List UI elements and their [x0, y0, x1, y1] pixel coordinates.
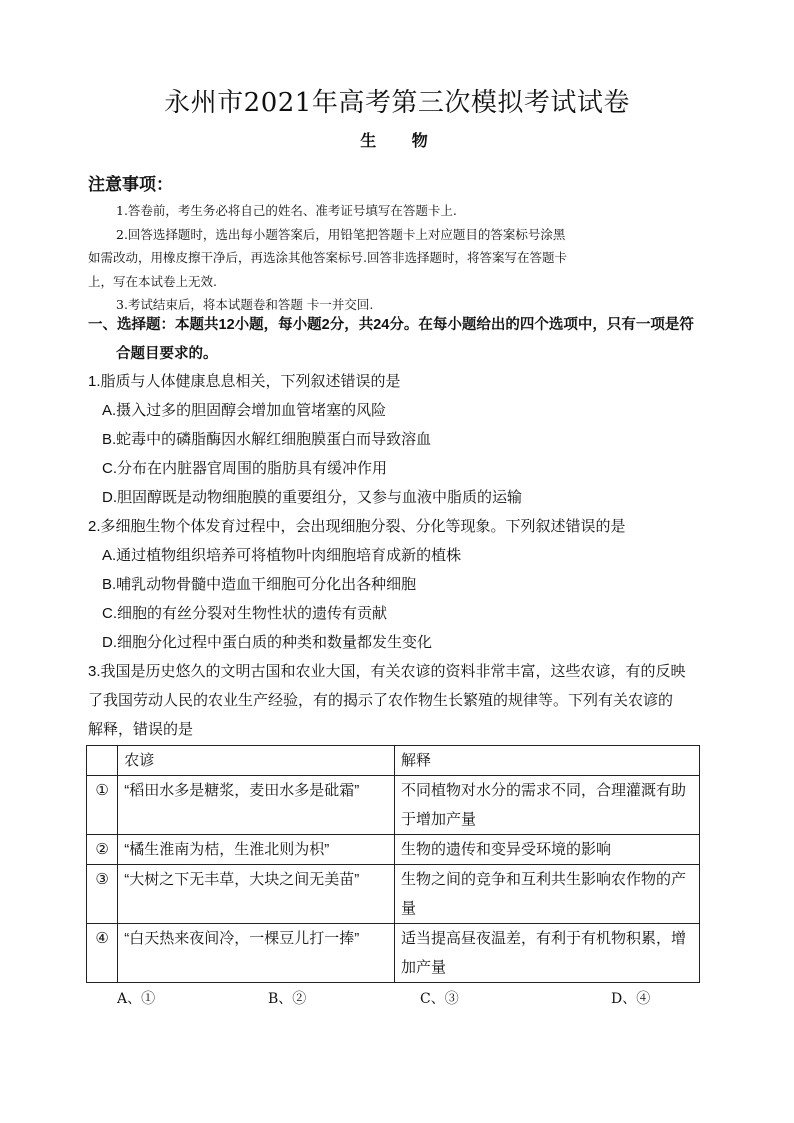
subject-title: 生 物 — [360, 131, 434, 150]
row-number: ④ — [87, 924, 118, 983]
notice-item: 3.考试结束后，将本试题卷和答题 卡一并交回. — [116, 297, 374, 312]
row-number: ② — [87, 835, 118, 865]
table-header-cell: 农谚 — [118, 746, 395, 776]
question-option: A.通过植物组织培养可将植物叶肉细胞培育成新的植株 — [102, 547, 462, 564]
table-row — [87, 835, 700, 865]
question-option: A.摄入过多的胆固醇会增加血管堵塞的风险 — [102, 402, 387, 419]
table-row — [87, 924, 700, 983]
table-header-row — [87, 746, 700, 776]
answer-option-a: A、① — [117, 991, 156, 1007]
table-header-cell: 解释 — [395, 746, 700, 776]
notice-item: 上，写在本试卷上无效. — [88, 273, 217, 289]
notice-item: 1.答卷前，考生务必将自己的姓名、准考证号填写在答题卡上. — [116, 203, 457, 218]
question-option: B.哺乳动物骨髓中造血干细胞可分化出各种细胞 — [102, 576, 417, 593]
question-option: D.胆固醇既是动物细胞膜的重要组分，又参与血液中脂质的运输 — [102, 489, 523, 506]
explanation-cell: 生物的遗传和变异受环境的影响 — [395, 835, 700, 865]
question-option: D.细胞分化过程中蛋白质的种类和数量都发生变化 — [102, 634, 433, 651]
notice-heading: 注意事项： — [88, 175, 173, 195]
proverb-cell: “白天热来夜间冷，一棵豆儿打一捧” — [118, 924, 395, 983]
row-number: ① — [87, 776, 118, 835]
question-stem: 1.脂质与人体健康息息相关，下列叙述错误的是 — [88, 373, 401, 390]
exam-title: 永州市2021年高考第三次模拟考试试卷 — [164, 88, 630, 118]
section-heading-line: 合题目要求的。 — [116, 346, 218, 362]
section-heading — [88, 311, 700, 369]
question-option: B.蛇毒中的磷脂酶因水解红细胞膜蛋白而导致溶血 — [102, 431, 432, 448]
answer-option-c: C、③ — [420, 991, 459, 1007]
proverb-cell: “大树之下无丰草，大块之间无美苗” — [118, 865, 395, 924]
table-row — [87, 776, 700, 835]
explanation-cell: 生物之间的竞争和互利共生影响农作物的产量 — [395, 865, 700, 924]
explanation-cell: 不同植物对水分的需求不同，合理灌溉有助于增加产量 — [395, 776, 700, 835]
proverb-cell: “橘生淮南为桔，生淮北则为枳” — [118, 835, 395, 865]
proverb-cell: “稻田水多是糖浆，麦田水多是砒霜” — [118, 776, 395, 835]
table-header-cell — [87, 746, 118, 776]
row-number: ③ — [87, 865, 118, 924]
question-1 — [88, 367, 700, 512]
notice-block — [88, 199, 700, 317]
explanation-cell: 适当提高昼夜温差，有利于有机物积累，增加产量 — [395, 924, 700, 983]
answer-option-b: B、② — [268, 991, 307, 1007]
question-stem: 2.多细胞生物个体发育过程中，会出现细胞分裂、分化等现象。下列叙述错误的是 — [88, 518, 626, 535]
question-option: C.分布在内脏器官周围的脂肪具有缓冲作用 — [102, 460, 388, 477]
question-3 — [88, 657, 700, 744]
question-stem-line: 解释，错误的是 — [88, 721, 194, 738]
question-2 — [88, 512, 700, 657]
table-row — [87, 865, 700, 924]
question-option: C.细胞的有丝分裂对生物性状的遗传有贡献 — [102, 605, 388, 622]
answer-option-d: D、④ — [611, 991, 651, 1007]
notice-item: 2.回答选择题时，选出每小题答案后，用铅笔把答题卡上对应题目的答案标号涂黑 — [116, 226, 566, 242]
section-heading-line: 一、选择题：本题共12小题，每小题2分，共24分。在每小题给出的四个选项中，只有一项是符 — [88, 317, 694, 333]
proverb-table — [86, 745, 700, 983]
notice-item: 如需改动，用橡皮擦干净后，再选涂其他答案标号.回答非选择题时，将答案写在答题卡 — [88, 250, 567, 265]
question-stem-line: 了我国劳动人民的农业生产经验，有的揭示了农作物生长繁殖的规律等。下列有关农谚的 — [88, 692, 674, 709]
question-stem-line: 3.我国是历史悠久的文明古国和农业大国，有关农谚的资料非常丰富，这些农谚，有的反映 — [88, 663, 686, 680]
